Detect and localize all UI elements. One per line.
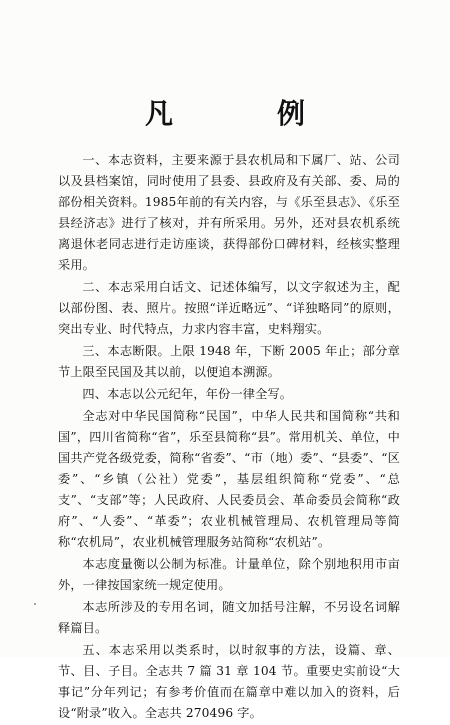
- paragraph-4: 四、本志以公元纪年，年份一律全写。: [82, 387, 293, 401]
- paragraph-7: 本志所涉及的专用名词，随文加括号注解，不另设名词解释篇目。: [58, 600, 400, 635]
- body-text: [58, 150, 400, 725]
- paragraph-1: 一、本志资料，主要来源于县农机局和下属厂、站、公司以及县档案馆，同时使用了县委、县政府及有关部、委、局的部份相关资料。1985年前的有关内容，与《乐至县志》、《乐至县经济志》进行了核对，并有所采用。另外，还对县农机系统离退休老同志进行走访座谈，获得部份口碑材料，经核实整理采用。: [58, 153, 400, 272]
- scan-speck: [34, 603, 36, 605]
- paragraph-8: 五、本志采用以类系时，以时叙事的方法，设篇、章、节、目、子目。全志共 7 篇 31 章 104 节。重要史实前设“大事记”分年列记；有参考价值而在篇章中难以加入的资料，后设“附录”收入。全志共 270496 字。: [58, 643, 400, 720]
- paragraph-3: 三、本志断限。上限 1948 年，下断 2005 年止；部分章节上限至民国及其以前，以便追本溯源。: [58, 344, 400, 379]
- page-title: 凡 例: [144, 97, 343, 130]
- paragraph-5: 全志对中华民国简称“民国”，中华人民共和国简称“共和国”，四川省简称“省”，乐至县简称“县”。常用机关、单位，中国共产党各级党委，简称“省委”、“市（地）委”、“县委”、“区委”、“乡镇（公社）党委”，基层组织简称“党委”、“总支”、“支部”等；人民政府、人民委员会、革命委员会简称“政府”、“人委”、“革委”；农业机械管理局、农机管理局等简称“农机局”，农业机械管理服务站简称“农机站”。: [58, 409, 400, 549]
- paragraph-6: 本志度量衡以公制为标准。计量单位，除个别地积用市亩外，一律按国家统一规定使用。: [58, 557, 400, 592]
- paragraph-2: 二、本志采用白话文、记述体编写，以文字叙述为主，配以部份图、表、照片。按照“详近略远”、“详独略同”的原则，突出专业、时代特点，力求内容丰富，史料翔实。: [58, 280, 400, 336]
